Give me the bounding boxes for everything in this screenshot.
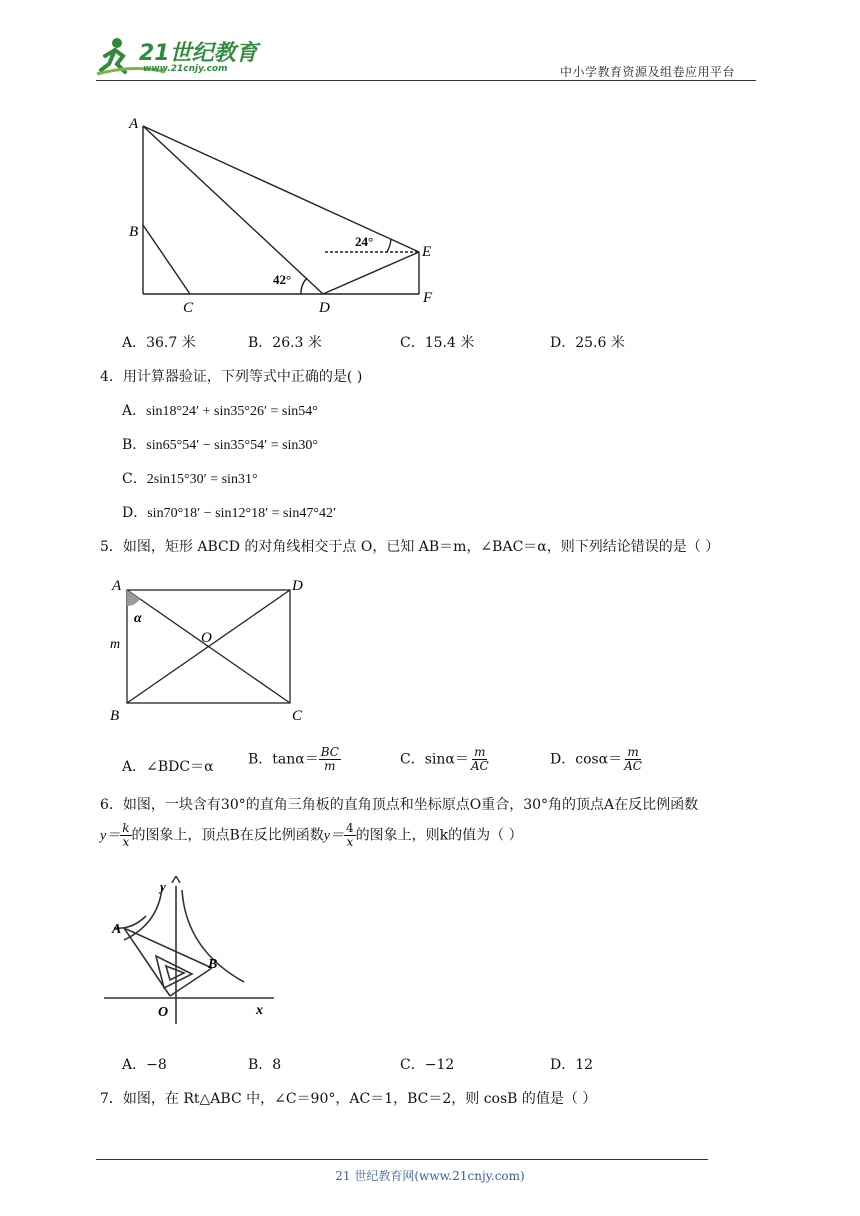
q3-option-d[interactable]: D．25.6 米 bbox=[550, 335, 625, 351]
q5-option-c[interactable] bbox=[400, 746, 491, 773]
fig5-label-D: D bbox=[292, 578, 303, 594]
footer-divider bbox=[96, 1159, 708, 1160]
fig3-label-C: C bbox=[183, 300, 194, 312]
q4-option-b-label: B． bbox=[122, 437, 147, 453]
q5-option-d[interactable] bbox=[550, 746, 644, 773]
fig6-label-B: B bbox=[208, 957, 218, 972]
q5-stem: 5．如图，矩形 ABCD 的对角线相交于点 O，已知 AB＝m，∠BAC＝α，则下列结论错误的是（ ） bbox=[100, 539, 720, 555]
q4-option-a-expr: sin18°24′ + sin35°26′ = sin54° bbox=[146, 404, 318, 419]
fig6-label-x: x bbox=[256, 1003, 263, 1018]
fig3-label-A: A bbox=[129, 116, 139, 132]
q6-stem-line1: 6．如图，一块含有30°的直角三角板的直角顶点和坐标原点O重合，30°角的顶点A在反比例函数 bbox=[100, 797, 699, 813]
fig5-label-m: m bbox=[110, 637, 121, 652]
fraction-numerator: k bbox=[122, 821, 130, 835]
q6-stem-part2b: 的图象上，则k的值为（ ） bbox=[355, 827, 523, 844]
fraction-denominator: m bbox=[324, 759, 336, 774]
logo-title: 21世纪教育 bbox=[139, 41, 258, 66]
q4-option-c[interactable] bbox=[122, 468, 258, 488]
q4-option-a[interactable] bbox=[122, 400, 318, 420]
q3-option-c[interactable]: C．15.4 米 bbox=[400, 335, 475, 351]
fraction-denominator: AC bbox=[624, 759, 642, 774]
q6-eq2-fraction bbox=[344, 822, 356, 849]
q4-stem: 4．用计算器验证，下列等式中正确的是( ) bbox=[100, 369, 363, 385]
q5-option-b-fraction bbox=[319, 746, 341, 773]
q4-option-d-label: D． bbox=[122, 505, 148, 521]
fig5-label-O: O bbox=[201, 630, 212, 646]
fraction-numerator: m bbox=[627, 745, 639, 759]
q7-stem: 7．如图，在 Rt△ABC 中，∠C＝90°，AC＝1，BC＝2，则 cosB 的值是（ ） bbox=[100, 1091, 597, 1107]
fig5-label-C: C bbox=[292, 708, 303, 724]
q6-option-c[interactable]: C．−12 bbox=[400, 1057, 455, 1073]
q6-stem-line2 bbox=[100, 822, 523, 849]
q3-option-b[interactable]: B．26.3 米 bbox=[248, 335, 322, 351]
figure-q3 bbox=[125, 112, 445, 312]
q6-option-d[interactable]: D．12 bbox=[550, 1057, 594, 1073]
fig3-label-E: E bbox=[422, 244, 432, 260]
fig6-label-A: A bbox=[112, 922, 122, 937]
q6-option-a[interactable]: A．−8 bbox=[122, 1057, 167, 1073]
fraction-denominator: x bbox=[122, 835, 130, 850]
fraction-denominator: AC bbox=[470, 759, 489, 774]
figure-q6 bbox=[104, 876, 284, 1026]
q4-option-d[interactable] bbox=[122, 502, 336, 522]
fraction-denominator: x bbox=[346, 835, 354, 850]
fraction-numerator: BC bbox=[320, 745, 339, 759]
logo-url: www.21cnjy.com bbox=[143, 64, 228, 74]
q5-option-a[interactable]: A．∠BDC＝α bbox=[122, 759, 214, 775]
fraction-numerator: m bbox=[474, 745, 486, 759]
q4-option-a-label: A． bbox=[122, 403, 147, 419]
fig3-angle-42: 42° bbox=[273, 272, 292, 287]
footer-link[interactable]: 21 世纪教育网(www.21cnjy.com) bbox=[335, 1169, 525, 1183]
fraction-numerator: 4 bbox=[346, 821, 354, 835]
q5-option-b[interactable] bbox=[248, 746, 341, 773]
q5-option-b-label: B．tanα＝ bbox=[248, 751, 319, 768]
fig3-label-F: F bbox=[423, 290, 433, 306]
q3-option-a[interactable]: A．36.7 米 bbox=[122, 335, 196, 351]
q5-option-c-label: C．sinα＝ bbox=[400, 751, 469, 768]
q5-option-d-fraction bbox=[622, 746, 644, 773]
q4-option-c-expr: 2sin15°30′ = sin31° bbox=[146, 472, 258, 487]
q5-option-d-label: D．cosα＝ bbox=[550, 751, 623, 768]
q4-option-b-expr: sin65°54′ − sin35°54′ = sin30° bbox=[146, 438, 319, 453]
q6-option-b[interactable]: B．8 bbox=[248, 1057, 282, 1073]
q4-option-d-expr: sin70°18′ − sin12°18′ = sin47°42′ bbox=[147, 506, 337, 521]
q6-stem-part2a: 的图象上，顶点B在反比例函数 bbox=[131, 827, 324, 844]
fig5-label-A: A bbox=[112, 578, 122, 594]
q6-eq1-lhs: y＝ bbox=[100, 828, 121, 844]
header-divider bbox=[96, 80, 756, 81]
fig5-label-alpha: α bbox=[134, 611, 142, 626]
q5-option-c-fraction bbox=[469, 746, 491, 773]
fig6-label-O: O bbox=[158, 1005, 169, 1020]
q4-option-b[interactable] bbox=[122, 434, 318, 454]
fig3-label-D: D bbox=[319, 300, 330, 312]
q6-eq2-lhs: y＝ bbox=[323, 828, 345, 844]
fig3-angle-24: 24° bbox=[355, 234, 374, 249]
header-platform-text: 中小学教育资源及组卷应用平台 bbox=[560, 65, 736, 79]
fig3-label-B: B bbox=[129, 224, 139, 240]
fig6-label-y: y bbox=[160, 879, 166, 894]
fig5-label-B: B bbox=[110, 708, 120, 724]
header-logo bbox=[95, 34, 265, 78]
q4-option-c-label: C． bbox=[122, 471, 147, 487]
figure-q5 bbox=[104, 572, 314, 724]
q6-eq1-fraction bbox=[120, 822, 131, 849]
